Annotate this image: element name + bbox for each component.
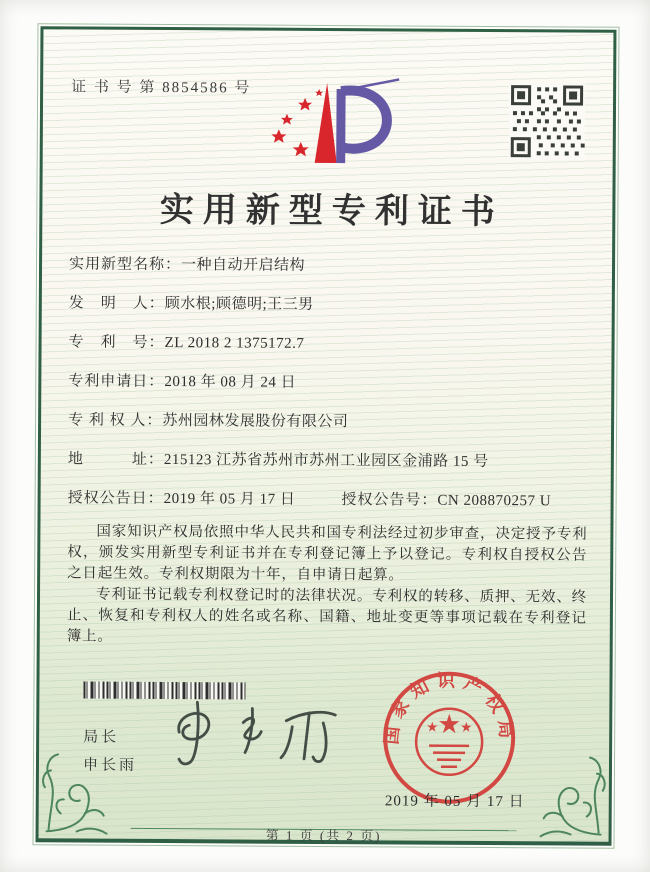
page-footer: 第 1 页 (共 2 页) <box>265 827 382 844</box>
field-label: 专利申请日： <box>68 373 165 391</box>
field-value: ZL 2018 2 1375172.7 <box>164 335 305 352</box>
director-title: 局长 <box>83 729 120 746</box>
field-value: 215123 江苏省苏州市苏州工业园区金浦路 15 号 <box>163 452 489 470</box>
legal-paragraph-2: 专利证书记载专利权登记时的法律状况。专利权的转移、质押、无效、终止、恢复和专利权人的姓名或名称、国籍、地址变更等事项记载在专利登记簿上。 <box>66 586 588 645</box>
field-row-filing-date <box>68 362 593 404</box>
field-value-grant-pub-no: CN 208870257 U <box>437 492 552 510</box>
seal-date: 2019 年 05 月 17 日 <box>384 793 525 811</box>
field-row-grant-date <box>67 479 592 521</box>
director-name: 申长雨 <box>82 757 138 774</box>
certificate <box>36 26 617 846</box>
field-value: 一种自动开启结构 <box>181 257 306 274</box>
field-label: 地 址： <box>67 451 164 469</box>
corner-flourish-left-icon <box>41 743 154 836</box>
legal-paragraph-1: 国家知识产权局依照中华人民共和国专利法经过初步审查，决定授予专利权，颁发实用新型专利证书并在专利登记簿上予以登记。专利权自授权公告之日起生效。专利权期限为十年，自申请日起算。 <box>67 523 588 584</box>
certificate-number: 证 书 号 第 8854586 号 <box>71 79 252 97</box>
field-label: 实用新型名称： <box>68 256 182 274</box>
field-value: 顾水根;顾德明;王三男 <box>164 296 314 313</box>
cnipa-logo-icon <box>267 75 406 172</box>
field-row-inventors <box>69 284 594 326</box>
field-row-name <box>69 245 594 287</box>
field-row-patentee <box>68 401 593 443</box>
field-value: 2019 年 05 月 17 日 <box>163 491 296 508</box>
field-value: 2018 年 08 月 24 日 <box>164 374 297 391</box>
field-label: 授权公告日： <box>67 490 164 508</box>
certificate-title: 实用新型专利证书 <box>159 191 504 232</box>
field-label: 专 利 号： <box>68 334 165 352</box>
seal-agency-text: 国家知识产权局 <box>381 670 518 747</box>
field-value: 苏州园林发展股份有限公司 <box>162 413 349 431</box>
field-label: 发 明 人： <box>68 295 165 313</box>
qr-code <box>509 83 585 159</box>
field-list <box>67 245 594 521</box>
national-emblem-icon <box>416 709 482 775</box>
director-signature-icon <box>151 694 362 780</box>
legal-text <box>67 521 588 650</box>
field-row-patent-no <box>68 323 593 365</box>
field-label: 专 利 权 人： <box>68 412 163 429</box>
field-label-grant-pub-no: 授权公告号： <box>341 492 438 509</box>
field-row-address <box>68 440 593 482</box>
